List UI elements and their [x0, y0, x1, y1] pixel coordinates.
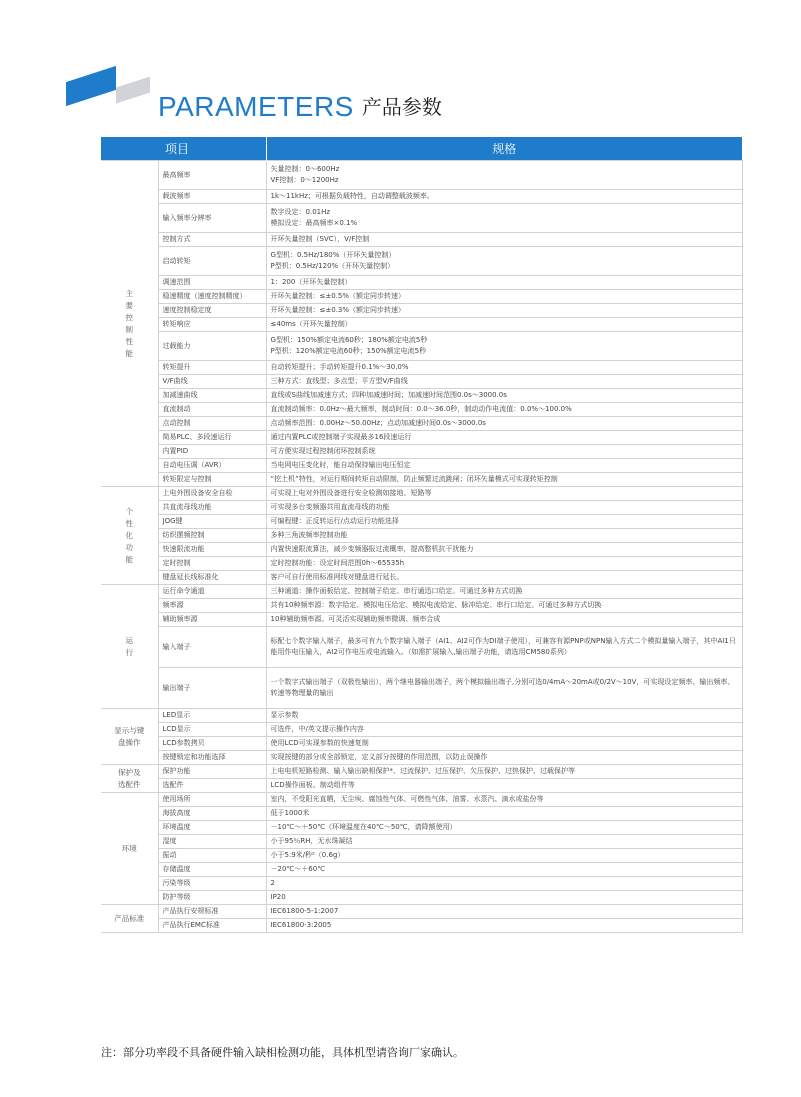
item-cell: 产品执行安规标准	[158, 905, 266, 919]
spec-cell: 1：200（开环矢量控制）	[266, 276, 742, 290]
spec-cell: 上电电机短路检测、输入输出缺相保护*、过流保护、过压保护、欠压保护、过热保护、过载保护等	[266, 765, 742, 779]
category-cell: 主 要 控 制 性 能	[101, 161, 158, 487]
category-cell: 运 行	[101, 585, 158, 709]
category-cell: 个 性 化 功 能	[101, 487, 158, 585]
spec-cell: 可实现多台变频器共用直流母线的功能	[266, 501, 742, 515]
item-cell: LCD参数拷贝	[158, 737, 266, 751]
table-row	[101, 585, 742, 599]
spec-cell: 三种方式：直线型；多点型；平方型V/F曲线	[266, 375, 742, 389]
item-cell: 控制方式	[158, 233, 266, 247]
table-row	[101, 487, 742, 501]
spec-cell: 多种三角波频率控制功能	[266, 529, 742, 543]
table-row	[101, 737, 742, 751]
item-cell: 稳速精度（速度控制精度）	[158, 290, 266, 304]
item-cell: V/F曲线	[158, 375, 266, 389]
item-cell: 转矩提升	[158, 361, 266, 375]
spec-cell: 小于5.9米/秒²（0.6g）	[266, 849, 742, 863]
spec-cell: 低于1000米	[266, 807, 742, 821]
spec-cell: “挖土机”特性，对运行期间转矩自动限制，防止频繁过流跳闸；闭环矢量模式可实现转矩控制	[266, 473, 742, 487]
table-row	[101, 190, 742, 204]
table-row	[101, 445, 742, 459]
item-cell: LCD显示	[158, 723, 266, 737]
table-row	[101, 375, 742, 389]
item-cell: 使用场所	[158, 793, 266, 807]
category-cell: 环境	[101, 793, 158, 905]
table-row	[101, 473, 742, 487]
item-cell: 快速限流功能	[158, 543, 266, 557]
item-cell: 调速范围	[158, 276, 266, 290]
item-cell: 转矩限定与控制	[158, 473, 266, 487]
item-cell: 自动电压调（AVR）	[158, 459, 266, 473]
spec-cell: G型机：0.5Hz/180%（开环矢量控制） P型机：0.5Hz/120%（开环矢量控制）	[266, 247, 742, 276]
spec-cell: 当电网电压变化时，能自动保持输出电压恒定	[266, 459, 742, 473]
item-cell: 运行命令通道	[158, 585, 266, 599]
table-row	[101, 529, 742, 543]
table-row	[101, 793, 742, 807]
table-row	[101, 723, 742, 737]
category-cell: 显示与键 盘操作	[101, 709, 158, 765]
spec-cell: 开环矢量控制：≤±0.3%（额定同步转速）	[266, 304, 742, 318]
table-row	[101, 389, 742, 403]
footnote: 注：部分功率段不具备硬件输入缺相检测功能，具体机型请咨询厂家确认。	[101, 1046, 464, 1059]
table-row	[101, 765, 742, 779]
table-row	[101, 863, 742, 877]
category-cell: 产品标准	[101, 905, 158, 933]
item-cell: 海拔高度	[158, 807, 266, 821]
spec-cell: 自动转矩提升；手动转矩提升0.1%～30.0%	[266, 361, 742, 375]
spec-cell: IEC61800-5-1:2007	[266, 905, 742, 919]
spec-cell: 直线或S曲线加减速方式；四种加减速时间；加减速时间范围0.0s～3000.0s	[266, 389, 742, 403]
item-cell: 产品执行EMC标准	[158, 919, 266, 933]
item-cell: JOG键	[158, 515, 266, 529]
spec-cell: 可实现上电对外围设备进行安全检测如接地、短路等	[266, 487, 742, 501]
column-header-item	[101, 137, 266, 161]
item-cell: 湿度	[158, 835, 266, 849]
item-cell: 环境温度	[158, 821, 266, 835]
column-header-item-label: 项目	[165, 142, 190, 156]
item-cell: 振动	[158, 849, 266, 863]
table-row	[101, 304, 742, 318]
spec-cell: LCD操作面板、制动组件等	[266, 779, 742, 793]
spec-cell: 1k～11kHz；可根据负载特性，自动调整载波频率。	[266, 190, 742, 204]
item-cell: 内置PID	[158, 445, 266, 459]
table-row	[101, 599, 742, 613]
page-title	[158, 91, 442, 123]
table-row	[101, 543, 742, 557]
table-row	[101, 891, 742, 905]
spec-cell: 使用LCD可实现参数的快速复制	[266, 737, 742, 751]
table-row	[101, 779, 742, 793]
table-row	[101, 233, 742, 247]
item-cell: 存储温度	[158, 863, 266, 877]
parameters-table	[101, 137, 743, 933]
spec-cell: 10种辅助频率源。可灵活实现辅助频率微调、频率合成	[266, 613, 742, 627]
spec-cell: 内置快速限流算法，减少变频器报过流概率，提高整机抗干扰能力	[266, 543, 742, 557]
spec-cell: IP20	[266, 891, 742, 905]
table-row	[101, 247, 742, 276]
spec-cell: 点动频率范围：0.00Hz～50.00Hz；点动加减速时间0.0s～3000.0s	[266, 417, 742, 431]
item-cell: 键盘延长线标准化	[158, 571, 266, 585]
table-row	[101, 751, 742, 765]
item-cell: 定时控制	[158, 557, 266, 571]
item-cell: 保护功能	[158, 765, 266, 779]
item-cell: LED显示	[158, 709, 266, 723]
item-cell: 上电外围设备安全自检	[158, 487, 266, 501]
table-row	[101, 821, 742, 835]
spec-cell: 三种通道：操作面板给定、控制端子给定、串行通迅口给定。可通过多种方式切换	[266, 585, 742, 599]
item-cell: 防护等级	[158, 891, 266, 905]
spec-cell: 数字设定：0.01Hz 模拟设定：最高频率×0.1%	[266, 204, 742, 233]
spec-cell: －10℃～＋50℃（环境温度在40℃～50℃，请降额使用）	[266, 821, 742, 835]
spec-cell: 共有10种频率源：数字给定、模拟电压给定、模拟电流给定、脉冲给定、串行口给定。可通过多种方式切换	[266, 599, 742, 613]
table-row	[101, 431, 742, 445]
item-cell: 载波频率	[158, 190, 266, 204]
item-cell: 简易PLC、多段速运行	[158, 431, 266, 445]
spec-cell: 可编程键：正反转运行/点动运行功能选择	[266, 515, 742, 529]
spec-cell: IEC61800-3:2005	[266, 919, 742, 933]
spec-cell: 实现按键的部分或全部锁定，定义部分按键的作用范围，以防止误操作	[266, 751, 742, 765]
item-cell: 直流制动	[158, 403, 266, 417]
table-header-row	[101, 137, 742, 161]
spec-cell: 通过内置PLC或控制端子实现最多16段速运行	[266, 431, 742, 445]
item-cell: 点动控制	[158, 417, 266, 431]
table-row	[101, 905, 742, 919]
table-row	[101, 161, 742, 190]
spec-cell: 直流制动频率：0.0Hz～最大频率，制动时间：0.0～36.0秒，制动动作电流值：0.0%～100.0%	[266, 403, 742, 417]
item-cell: 最高频率	[158, 161, 266, 190]
item-cell: 共直流母线功能	[158, 501, 266, 515]
table-row	[101, 290, 742, 304]
table-row	[101, 276, 742, 290]
item-cell: 输入频率分辨率	[158, 204, 266, 233]
page-title-cn: 产品参数	[361, 95, 442, 119]
item-cell: 速度控制稳定度	[158, 304, 266, 318]
item-cell: 频率源	[158, 599, 266, 613]
table-row	[101, 417, 742, 431]
spec-cell: G型机：150%额定电流60秒；180%额定电流5秒 P型机：120%额定电流60秒；150%额定电流5秒	[266, 332, 742, 361]
table-row	[101, 557, 742, 571]
header-decoration-gray	[116, 76, 150, 103]
table-row	[101, 501, 742, 515]
spec-cell: －20℃～＋60℃	[266, 863, 742, 877]
spec-cell: 可方便实现过程控制闭环控制系统	[266, 445, 742, 459]
spec-cell: 开环矢量控制：≤±0.5%（额定同步转速）	[266, 290, 742, 304]
spec-cell: ≤40ms（开环矢量控制）	[266, 318, 742, 332]
item-cell: 启动转矩	[158, 247, 266, 276]
table-row	[101, 668, 742, 709]
table-row	[101, 919, 742, 933]
spec-cell: 标配七个数字输入端子，最多可有九个数字输入端子（AI1、AI2可作为DI端子使用），可兼容有源PNP或NPN输入方式二个模拟量输入端子，其中AI1只能用作电压输入，AI2可作电压或电流输入。（如需扩展输入,输出端子功能，请选用CM580系列）	[266, 627, 742, 668]
item-cell: 按键锁定和功能选择	[158, 751, 266, 765]
table-row	[101, 877, 742, 891]
table-row	[101, 332, 742, 361]
table-row	[101, 835, 742, 849]
item-cell: 输入端子	[158, 627, 266, 668]
table-row	[101, 709, 742, 723]
header-decoration-blue	[66, 66, 116, 106]
table-row	[101, 627, 742, 668]
spec-cell: 一个数字式输出端子（双极性输出），两个继电器输出端子，两个模拟输出端子,分别可选0/4mA～20mA或0/2V～10V，可实现设定频率、输出频率、转速等物理量的输出	[266, 668, 742, 709]
item-cell: 转矩响应	[158, 318, 266, 332]
table-row	[101, 807, 742, 821]
spec-cell: 客户可自行使用标准网线对键盘进行延长。	[266, 571, 742, 585]
table-row	[101, 571, 742, 585]
spec-cell: 2	[266, 877, 742, 891]
table-row	[101, 515, 742, 529]
item-cell: 选配件	[158, 779, 266, 793]
spec-cell: 矢量控制：0～600Hz VF控制：0～1200Hz	[266, 161, 742, 190]
table-row	[101, 318, 742, 332]
item-cell: 辅助频率源	[158, 613, 266, 627]
item-cell: 纺织摆频控制	[158, 529, 266, 543]
item-cell: 过载能力	[158, 332, 266, 361]
spec-cell: 可选件，中/英文提示操作内容	[266, 723, 742, 737]
table-row	[101, 849, 742, 863]
column-header-spec: 规格	[266, 137, 742, 161]
table-body	[101, 161, 742, 933]
spec-cell: 显示参数	[266, 709, 742, 723]
spec-cell: 开环矢量控制（SVC），V/F控制	[266, 233, 742, 247]
spec-cell: 小于95％RH，无水珠凝结	[266, 835, 742, 849]
page-title-en: PARAMETERS	[158, 91, 354, 122]
table-row	[101, 459, 742, 473]
item-cell: 加减速曲线	[158, 389, 266, 403]
item-cell: 污染等级	[158, 877, 266, 891]
table-row	[101, 613, 742, 627]
table-row	[101, 204, 742, 233]
table-row	[101, 403, 742, 417]
table-row	[101, 361, 742, 375]
category-cell: 保护及 选配件	[101, 765, 158, 793]
spec-cell: 室内，不受阳光直晒，无尘埃、腐蚀性气体、可燃性气体、油雾、水蒸汽、滴水或盐份等	[266, 793, 742, 807]
spec-cell: 定时控制功能：设定时间范围0h～65535h	[266, 557, 742, 571]
item-cell: 输出端子	[158, 668, 266, 709]
